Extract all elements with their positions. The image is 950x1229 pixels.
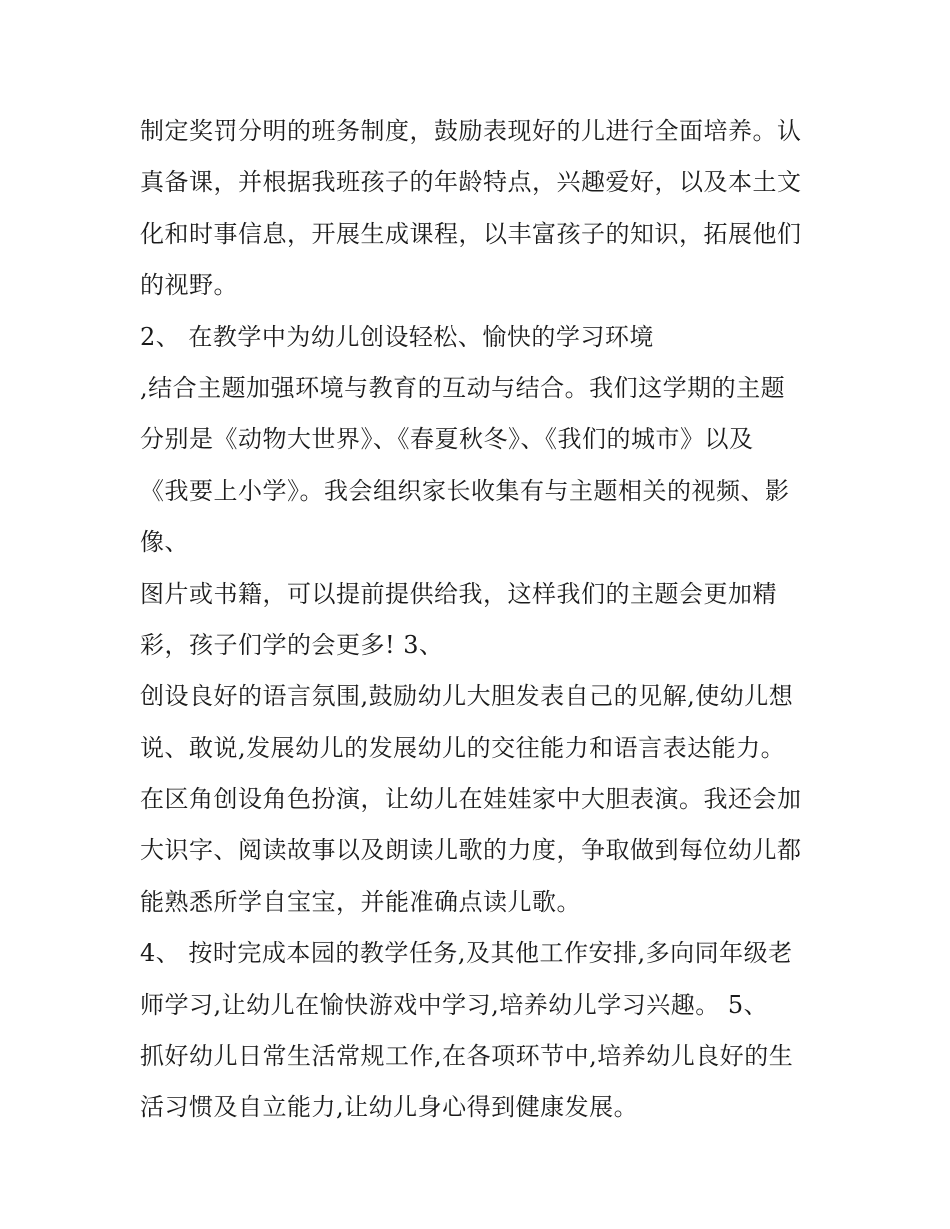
text-line: 在区角创设角色扮演，让幼儿在娃娃家中大胆表演。我还会加 [140,785,802,814]
text-line: 4、 按时完成本园的教学任务,及其他工作安排,多向同年级老 [140,939,793,968]
text-line: 分别是《动物大世界》、《春夏秋冬》、《我们的城市》以及 [140,425,754,454]
document-body [140,106,830,1134]
text-line: 创设良好的语言氛围,鼓励幼儿大胆发表自己的见解,使幼儿想 [140,682,794,711]
text-line: 化和时事信息，开展生成课程，以丰富孩子的知识，拓展他们 [140,219,802,248]
text-line: 说、敢说,发展幼儿的发展幼儿的交往能力和语言表达能力。 [140,733,786,762]
text-line: 活习惯及自立能力,让幼儿身心得到健康发展。 [140,1093,639,1122]
text-line: 师学习,让幼儿在愉快游戏中学习,培养幼儿学习兴趣。 5、 [140,990,769,1019]
text-line: 像、 [140,528,189,557]
text-line: ,结合主题加强环境与教育的互动与结合。我们这学期的主题 [140,373,786,402]
text-line: 图片或书籍，可以提前提供给我，这样我们的主题会更加精 [140,579,777,608]
text-line: 彩，孩子们学的会更多! 3、 [140,630,444,659]
text-line: 能熟悉所学自宝宝，并能准确点读儿歌。 [140,887,581,916]
text-line: 2、 在教学中为幼儿创设轻松、愉快的学习环境 [140,322,654,351]
text-line: 抓好幼儿日常生活常规工作,在各项环节中,培养幼儿良好的生 [140,1042,794,1071]
text-line: 真备课，并根据我班孩子的年龄特点，兴趣爱好，以及本土文 [140,168,802,197]
text-line: 大识字、阅读故事以及朗读儿歌的力度，争取做到每位幼儿都 [140,836,802,865]
text-line: 制定奖罚分明的班务制度，鼓励表现好的儿进行全面培养。认 [140,117,802,145]
text-line: 《我要上小学》。我会组织家长收集有与主题相关的视频、影 [140,476,790,505]
text-line: 的视野。 [140,271,238,300]
